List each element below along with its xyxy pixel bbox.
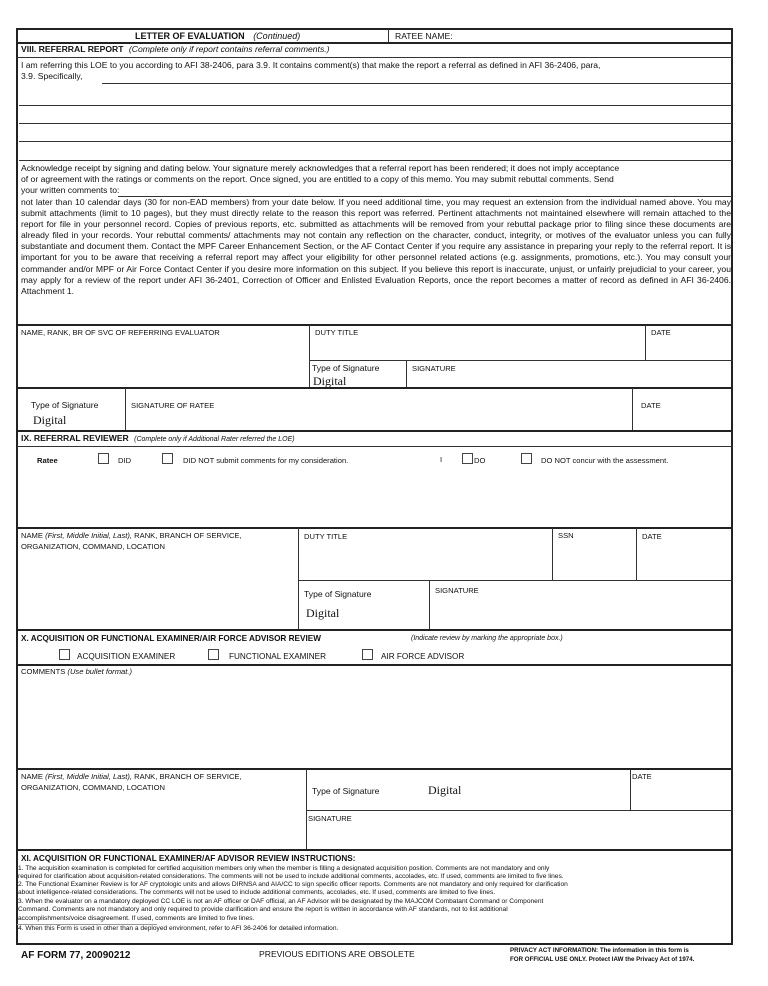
examiner-name-label-line2: ORGANIZATION, COMMAND, LOCATION xyxy=(21,783,166,792)
reviewer-date-field[interactable] xyxy=(638,544,731,579)
section-ix-title xyxy=(21,433,295,445)
type-of-signature-value[interactable]: Digital xyxy=(313,374,347,388)
divider xyxy=(298,528,299,629)
do-not-label: DO NOT concur with the assessment. xyxy=(541,456,669,465)
did-checkbox[interactable] xyxy=(98,453,109,464)
divider xyxy=(17,629,733,631)
reviewer-signature-label: SIGNATURE xyxy=(435,586,479,595)
rule-line xyxy=(19,141,732,142)
ratee-type-of-signature-label: Type of Signature xyxy=(31,400,99,410)
divider xyxy=(17,57,733,58)
ratee-name-field[interactable] xyxy=(460,29,732,43)
divider xyxy=(552,528,553,580)
duty-title-label: DUTY TITLE xyxy=(315,328,359,337)
type-of-signature-label: Type of Signature xyxy=(312,363,380,373)
did-not-label: DID NOT submit comments for my consideration. xyxy=(183,456,349,465)
do-checkbox[interactable] xyxy=(462,453,473,464)
instruction-line: 3. When the evaluator on a mandatory deployed CC LOE is not an AF officer or DAF official, an AF Advisor will be designated by the MAJCOM Combatant Command or Component xyxy=(18,898,544,905)
reviewer-type-of-signature-value[interactable]: Digital xyxy=(306,606,340,620)
evaluator-date-field[interactable] xyxy=(647,340,731,358)
divider xyxy=(17,324,733,326)
acquisition-examiner-checkbox[interactable] xyxy=(59,649,70,660)
section-ix-title-text: IX. REFERRAL REVIEWER xyxy=(21,433,129,443)
instruction-line: about intelligence-related considerations. The comments will not be used to include additional comments, accolades, etc. If used, comments are limited to five lines. xyxy=(18,889,496,896)
send-comments-to-field[interactable] xyxy=(118,184,732,196)
form-title xyxy=(135,31,300,42)
examiner-name-label xyxy=(21,772,242,782)
divider xyxy=(17,446,733,447)
functional-examiner-checkbox[interactable] xyxy=(208,649,219,660)
examiner-signature-label: SIGNATURE xyxy=(308,814,352,823)
rule-line xyxy=(19,123,732,124)
did-label: DID xyxy=(118,456,132,465)
i-label: I xyxy=(440,455,443,464)
did-not-checkbox[interactable] xyxy=(162,453,173,464)
divider xyxy=(125,388,126,430)
functional-examiner-label: FUNCTIONAL EXAMINER xyxy=(229,652,327,661)
reviewer-name-field[interactable] xyxy=(19,555,296,629)
section-viii-title-text: VIII. REFERRAL REPORT xyxy=(21,44,124,54)
divider xyxy=(17,430,733,432)
divider xyxy=(17,664,733,666)
divider xyxy=(17,527,733,529)
form-title-suffix: (Continued) xyxy=(253,31,301,41)
date-label: DATE xyxy=(651,328,671,337)
divider xyxy=(309,325,310,387)
ratee-name-label: RATEE NAME: xyxy=(395,31,453,41)
reviewer-type-of-signature-label: Type of Signature xyxy=(304,589,372,599)
evaluator-name-label: NAME, RANK, BR OF SVC OF REFERRING EVALUATOR xyxy=(21,328,220,337)
form-id: AF FORM 77, 20090212 xyxy=(21,950,131,961)
section-ix-subtitle: (Complete only if Additional Rater referred the LOE) xyxy=(134,436,295,443)
instruction-line: 4. When this Form is used in other than a deployed environment, refer to AFI 36-2406 for detailed information. xyxy=(18,925,339,932)
ack-line1: Acknowledge receipt by signing and dating below. Your signature merely acknowledges that a referral report has been rendered; it does not imply acceptance xyxy=(21,163,620,173)
divider xyxy=(306,810,733,811)
divider xyxy=(388,29,389,43)
ratee-signature-label: SIGNATURE OF RATEE xyxy=(131,401,215,410)
do-not-checkbox[interactable] xyxy=(521,453,532,464)
name-label-rest: RANK, BRANCH OF SERVICE, xyxy=(134,772,242,781)
evaluator-signature-field[interactable] xyxy=(408,374,731,387)
examiner-type-of-signature-label: Type of Signature xyxy=(312,786,380,796)
comments-label xyxy=(21,667,132,677)
reviewer-duty-title-field[interactable] xyxy=(300,544,550,579)
rule-line xyxy=(19,160,732,161)
name-label-text: NAME xyxy=(21,772,43,781)
editions-note: PREVIOUS EDITIONS ARE OBSOLETE xyxy=(259,949,415,959)
section-viii-title xyxy=(21,44,329,55)
ratee-date-field[interactable] xyxy=(634,412,731,429)
reviewer-name-label xyxy=(21,531,242,541)
ssn-field[interactable] xyxy=(554,544,634,579)
divider xyxy=(298,580,733,581)
name-label-italic: (First, Middle Initial, Last), xyxy=(45,772,133,781)
divider xyxy=(17,849,733,851)
examiner-signature-field[interactable] xyxy=(308,826,731,848)
section-x-subtitle: (Indicate review by marking the appropriate box.) xyxy=(411,635,563,642)
air-force-advisor-label: AIR FORCE ADVISOR xyxy=(381,652,465,661)
air-force-advisor-checkbox[interactable] xyxy=(362,649,373,660)
comments-hint: (Use bullet format.) xyxy=(67,667,132,676)
examiner-date-label: DATE xyxy=(632,772,652,781)
privacy-line2: FOR OFFICIAL USE ONLY. Protect IAW the Privacy Act of 1974. xyxy=(510,956,695,963)
privacy-line1: PRIVACY ACT INFORMATION: The information in this form is xyxy=(510,947,689,954)
ratee-signature-field[interactable] xyxy=(127,412,632,429)
divider xyxy=(17,768,733,770)
signature-label: SIGNATURE xyxy=(412,364,456,373)
referral-intro-line2: 3.9. Specifically, xyxy=(21,71,83,81)
instruction-line: 2. The Functional Examiner Review is for AF cryptologic units and allows DIRNSA and AIA/CC to sign specific officer reports. Comments are not mandatory and only required for clarification xyxy=(18,881,568,888)
do-label: DO xyxy=(474,456,486,465)
acquisition-examiner-label: ACQUISITION EXAMINER xyxy=(77,652,176,661)
divider xyxy=(636,528,637,580)
instruction-line: Command. Comments are not mandatory and only required to provide clarification and ensure the report is written in accordance with AF standards, not to list additional xyxy=(18,906,508,913)
examiner-type-of-signature-value[interactable]: Digital xyxy=(428,783,462,797)
rule-line xyxy=(19,105,732,106)
divider xyxy=(632,388,633,430)
name-label-text: NAME xyxy=(21,531,43,540)
divider xyxy=(306,769,307,849)
specifically-underline xyxy=(102,83,732,84)
instruction-line: accomplishments/voice disagreement. If used, comments are limited to five lines. xyxy=(18,915,255,922)
divider xyxy=(429,580,430,629)
referral-instructions-body: not later than 10 calendar days (30 for non-EAD members) from your date below. If you need additional time, you may request an extension from the individual named above. You may submit attachments (limit to 10 pages), but they must directly relate to the reason this report was referred. Pertinent attachments not maintained elsewhere will remain attached to the report for file in your personnel record. Copies of previous reports, etc. submitted as attachments will be removed from your rebuttal package prior to filing since these documents are already filed in your records. Your rebuttal comments/ attachments may not contain any reflection on the character, conduct, integrity, or motives of the evaluator unless you can fully substantiate and document them. Contact the MPF Career Enhancement Section, or the AF Contact Center if you require any assistance in preparing your reply to the referral report. It is important for you to be aware that receiving a referral report may affect your eligibility for other personnel related actions (e.g. assignments, promotions, etc.). You may consult your commander and/or MPF or Air Force Contact Center if you desire more information on this subject. If you believe this report is inaccurate, unjust, or unfairly prejudicial to your career, you may apply for a review of the report under AFI 36-2401, Correction of Officer and Enlisted Evaluation Reports, once the report becomes a matter of record as defined in AFI 36-2406. Attachment 1. xyxy=(21,197,731,296)
ratee-date-label: DATE xyxy=(641,401,661,410)
reviewer-name-label-line2: ORGANIZATION, COMMAND, LOCATION xyxy=(21,542,166,551)
examiner-date-field[interactable] xyxy=(632,783,731,809)
divider xyxy=(309,360,733,361)
comments-label-text: COMMENTS xyxy=(21,667,66,676)
divider xyxy=(406,360,407,388)
name-label-italic: (First, Middle Initial, Last), xyxy=(45,531,133,540)
section-viii-subtitle: (Complete only if report contains referral comments.) xyxy=(128,44,330,54)
referral-intro-line1: I am referring this LOE to you according to AFI 38-2406, para 3.9. It contains comment(s) that make the report a referral as defined in AFI 36-2406, para, xyxy=(21,60,601,70)
ratee-type-of-signature-value[interactable]: Digital xyxy=(33,413,67,427)
instruction-line: 1. The acquisition examination is completed for certified acquisition members only when the member is filling a designated acquisition position. Comments are not mandatory and only xyxy=(18,865,550,872)
ack-line2: of or agreement with the ratings or comments on the report. Once signed, you are entitled to a copy of this memo. You may submit rebuttal comments. Send xyxy=(21,174,614,184)
comments-field[interactable] xyxy=(19,679,731,764)
reviewer-signature-field[interactable] xyxy=(431,598,731,628)
reviewer-duty-title-label: DUTY TITLE xyxy=(304,532,348,541)
ssn-label: SSN xyxy=(558,531,574,540)
specifically-field[interactable] xyxy=(102,70,731,83)
examiner-name-field[interactable] xyxy=(19,796,304,848)
divider xyxy=(645,325,646,360)
divider xyxy=(630,769,631,810)
referral-reviewer-comments-field[interactable] xyxy=(19,470,731,525)
section-xi-title: XI. ACQUISITION OR FUNCTIONAL EXAMINER/AF ADVISOR REVIEW INSTRUCTIONS: xyxy=(21,854,356,863)
duty-title-field[interactable] xyxy=(311,340,641,358)
section-x-title: X. ACQUISITION OR FUNCTIONAL EXAMINER/AIR FORCE ADVISOR REVIEW xyxy=(21,634,321,643)
form-title-text: LETTER OF EVALUATION xyxy=(135,31,245,41)
ratee-label: Ratee xyxy=(37,456,58,465)
reviewer-date-label: DATE xyxy=(642,532,662,541)
evaluator-name-field[interactable] xyxy=(19,340,307,385)
instruction-line: required for clarification about acquisition-related considerations. The comments will not be used to include additional comments, accolades, etc. If used, comments are limited to five lines. xyxy=(18,873,564,880)
ack-line3: your written comments to: xyxy=(21,185,120,195)
name-label-rest: RANK, BRANCH OF SERVICE, xyxy=(134,531,242,540)
